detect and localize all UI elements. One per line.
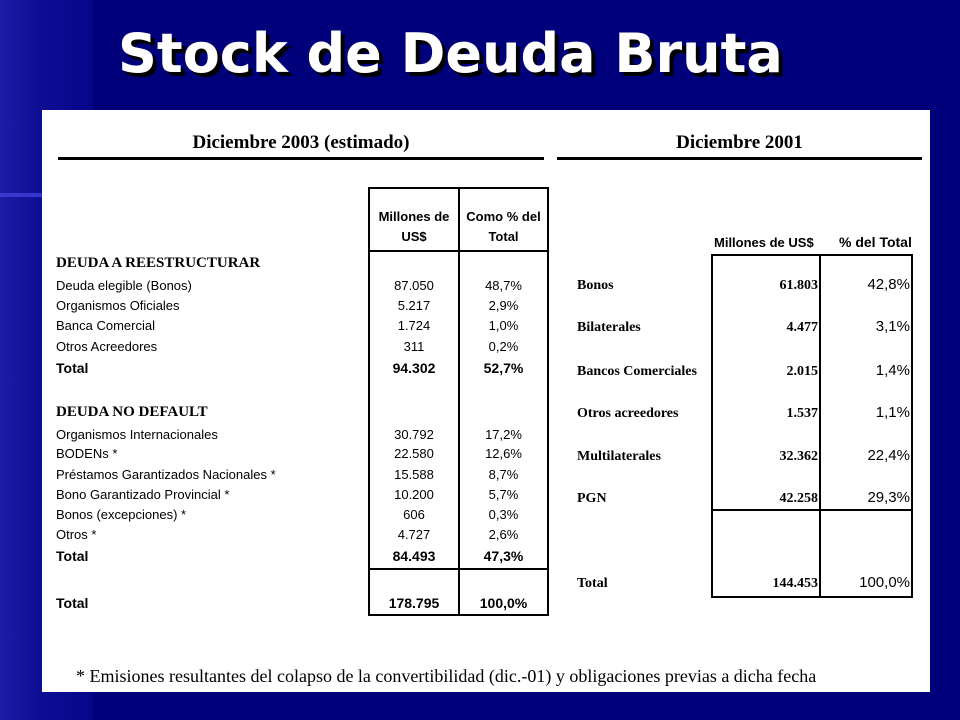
- row-pct: 29,3%: [867, 489, 910, 506]
- row-label: Multilaterales: [577, 449, 661, 464]
- right-box-bottom: [711, 596, 913, 598]
- total-label: Total: [56, 360, 89, 376]
- row-value: 10.200: [394, 487, 434, 502]
- row-label: Bilaterales: [577, 320, 641, 335]
- row-value: 15.588: [394, 467, 434, 482]
- grand-total-value: 178.795: [388, 595, 440, 611]
- row-value: 5.217: [397, 298, 431, 313]
- total-value: 94.302: [392, 360, 436, 376]
- row-pct: 17,2%: [485, 427, 522, 442]
- row-label: Banca Comercial: [56, 318, 155, 333]
- row-value: 87.050: [394, 278, 434, 293]
- grand-total-pct: 100,0%: [479, 595, 528, 611]
- row-pct: 2,6%: [488, 527, 519, 542]
- left-total-line: [368, 568, 549, 570]
- row-label: Bonos (excepciones) *: [56, 507, 187, 522]
- total-value: 144.453: [772, 576, 818, 591]
- right-heading: Diciembre 2001: [676, 132, 803, 153]
- row-label: Otros Acreedores: [56, 339, 158, 354]
- total-pct: 52,7%: [483, 360, 524, 376]
- right-col1-header: Millones de US$: [714, 235, 814, 250]
- row-label: Préstamos Garantizados Nacionales *: [56, 467, 276, 482]
- debt-table-panel: [42, 110, 930, 692]
- row-label: BODENs *: [56, 446, 118, 461]
- row-pct: 1,4%: [875, 362, 910, 379]
- row-pct: 12,6%: [485, 446, 522, 461]
- left-header-line: [368, 250, 549, 252]
- total-value: 84.493: [392, 548, 436, 564]
- row-pct: 2,9%: [488, 298, 519, 313]
- right-box-mid: [819, 254, 821, 598]
- section-title: DEUDA A REESTRUCTURAR: [56, 255, 261, 271]
- left-col1-header-l2: US$: [401, 229, 427, 244]
- row-value: 61.803: [779, 278, 818, 293]
- left-col2-header-l2: Total: [488, 229, 519, 244]
- row-label: PGN: [577, 491, 607, 506]
- slide-title: Stock de Deuda Bruta: [118, 22, 783, 85]
- row-value: 1.724: [397, 318, 431, 333]
- row-label: Deuda elegible (Bonos): [56, 278, 192, 293]
- grand-total-label: Total: [56, 595, 89, 611]
- right-box-left: [711, 254, 713, 598]
- right-heading-rule: [557, 157, 922, 160]
- row-label: Bono Garantizado Provincial *: [56, 487, 230, 502]
- right-total-line: [711, 509, 913, 511]
- left-col1-header-l1: Millones de: [378, 209, 450, 224]
- footnote: * Emisiones resultantes del colapso de la convertibilidad (dic.-01) y obligaciones previas a dicha fecha: [76, 666, 817, 686]
- total-pct: 47,3%: [483, 548, 524, 564]
- row-label: Otros *: [56, 527, 97, 542]
- row-value: 32.362: [779, 449, 818, 464]
- row-value: 311: [403, 339, 425, 354]
- right-box-right: [911, 254, 913, 598]
- left-heading-rule: [58, 157, 544, 160]
- row-label: Bonos: [577, 278, 614, 293]
- row-value: 4.727: [397, 527, 431, 542]
- row-pct: 3,1%: [875, 318, 910, 335]
- row-label: Bancos Comerciales: [577, 364, 697, 379]
- left-box-bottom: [368, 614, 549, 616]
- row-value: 30.792: [394, 427, 434, 442]
- row-pct: 8,7%: [488, 467, 519, 482]
- row-pct: 5,7%: [488, 487, 519, 502]
- row-pct: 1,0%: [488, 318, 519, 333]
- row-label: Otros acreedores: [577, 406, 679, 421]
- left-heading: Diciembre 2003 (estimado): [192, 132, 410, 153]
- row-value: 42.258: [779, 491, 818, 506]
- right-box-top: [711, 254, 913, 256]
- total-label: Total: [577, 576, 608, 591]
- row-value: 606: [403, 507, 425, 522]
- section-title: DEUDA NO DEFAULT: [56, 404, 208, 420]
- row-pct: 1,1%: [875, 404, 910, 421]
- row-pct: 0,3%: [488, 507, 519, 522]
- row-pct: 48,7%: [485, 278, 522, 293]
- row-value: 1.537: [786, 406, 818, 421]
- total-label: Total: [56, 548, 89, 564]
- row-pct: 22,4%: [867, 447, 910, 464]
- right-col2-header: % del Total: [839, 234, 912, 250]
- total-pct: 100,0%: [859, 574, 910, 591]
- row-value: 2.015: [786, 364, 818, 379]
- row-label: Organismos Oficiales: [56, 298, 180, 313]
- row-pct: 0,2%: [488, 339, 519, 354]
- left-col2-header-l1: Como % del: [466, 209, 541, 224]
- row-label: Organismos Internacionales: [56, 427, 218, 442]
- row-value: 4.477: [786, 320, 818, 335]
- row-pct: 42,8%: [867, 276, 910, 293]
- row-value: 22.580: [394, 446, 434, 461]
